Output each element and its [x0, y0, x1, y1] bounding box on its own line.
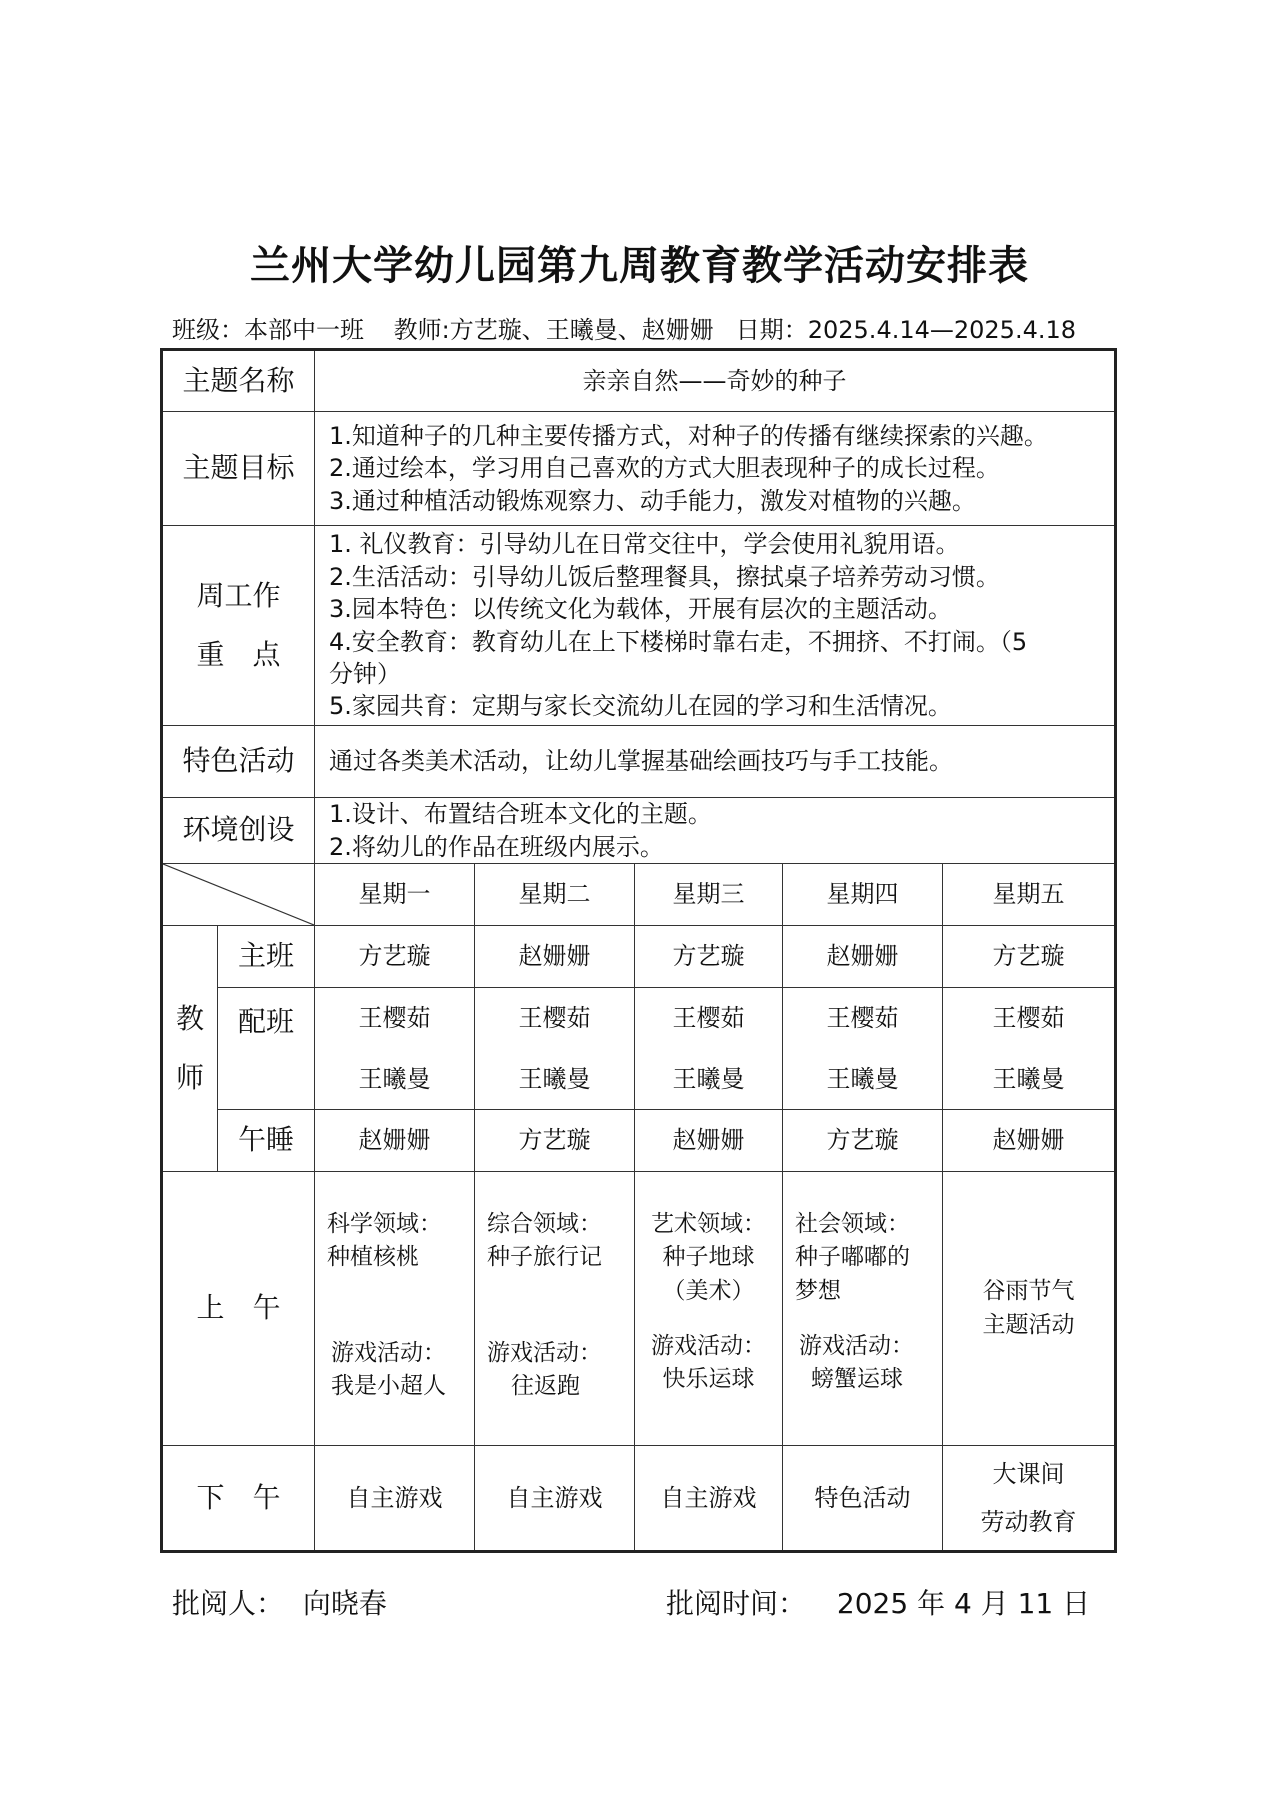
focus-item: 1. 礼仪教育：引导幼儿在日常交往中，学会使用礼貌用语。 — [329, 530, 960, 559]
teachers-label-line1: 教 — [175, 1001, 204, 1035]
day-friday: 星期五 — [943, 864, 1116, 926]
day-monday: 星期一 — [315, 864, 475, 926]
morning-thu-game: 螃蟹运球 — [811, 1366, 904, 1393]
afternoon-fri-line1: 大课间 — [992, 1460, 1065, 1488]
goal-item: 3.通过种植活动锻炼观察力、动手能力，激发对植物的兴趣。 — [329, 486, 976, 515]
main-teacher-mon: 方艺璇 — [315, 926, 475, 988]
focus-label-line1: 周工作 — [196, 578, 281, 612]
teachers-info: 教师:方艺璇、王曦曼、赵姗姗 — [393, 316, 714, 344]
main-teacher-label: 主班 — [218, 926, 315, 988]
afternoon-mon: 自主游戏 — [315, 1446, 475, 1552]
focus-label-line2: 重 点 — [196, 637, 281, 671]
focus-item: 3.园本特色：以传统文化为载体，开展有层次的主题活动。 — [329, 595, 952, 624]
focus-item: 分钟） — [329, 659, 402, 688]
schedule-table — [160, 348, 1117, 1553]
goals-list — [315, 412, 1116, 526]
afternoon-fri-line2: 劳动教育 — [980, 1508, 1077, 1536]
assist-teacher-tue-1: 王樱茹 — [475, 988, 635, 1050]
morning-mon-game: 我是小超人 — [331, 1373, 447, 1400]
date-info: 日期：2025.4.14—2025.4.18 — [735, 316, 1077, 344]
focus-item: 4.安全教育：教育幼儿在上下楼梯时靠右走，不拥挤、不打闹。（5 — [329, 627, 1028, 656]
morning-wed-game-label: 游戏活动： — [651, 1333, 767, 1360]
class-info: 班级：本部中一班 — [172, 316, 364, 344]
nap-teacher-thu: 方艺璇 — [783, 1110, 943, 1172]
nap-teacher-fri: 赵姗姗 — [943, 1110, 1116, 1172]
focus-list — [315, 526, 1116, 726]
afternoon-thu: 特色活动 — [783, 1446, 943, 1552]
main-teacher-tue: 赵姗姗 — [475, 926, 635, 988]
assist-teacher-tue-2: 王曦曼 — [475, 1050, 635, 1110]
morning-fri-line2: 主题活动 — [982, 1311, 1075, 1338]
special-value: 通过各类美术活动，让幼儿掌握基础绘画技巧与手工技能。 — [315, 726, 1116, 798]
review-time-label: 批阅时间： — [666, 1587, 807, 1620]
morning-thu-game-label: 游戏活动： — [799, 1333, 915, 1360]
morning-thu — [783, 1172, 943, 1446]
environment-label: 环境创设 — [162, 798, 315, 864]
theme-value: 亲亲自然——奇妙的种子 — [315, 350, 1116, 412]
morning-mon-game-label: 游戏活动： — [331, 1339, 447, 1366]
nap-teacher-wed: 赵姗姗 — [635, 1110, 783, 1172]
assist-teacher-thu-2: 王曦曼 — [783, 1050, 943, 1110]
day-thursday: 星期四 — [783, 864, 943, 926]
assist-teacher-fri-2: 王曦曼 — [943, 1050, 1116, 1110]
meta-line — [172, 310, 1076, 345]
morning-mon — [315, 1172, 475, 1446]
morning-thu-activity-cont: 梦想 — [795, 1277, 842, 1304]
review-time — [666, 1582, 1090, 1622]
morning-mon-area: 科学领域： — [327, 1211, 443, 1237]
assist-teacher-mon-2: 王曦曼 — [315, 1050, 475, 1110]
focus-label — [162, 526, 315, 726]
diagonal-header-cell — [162, 864, 315, 926]
main-teacher-fri: 方艺璇 — [943, 926, 1116, 988]
nap-teacher-mon: 赵姗姗 — [315, 1110, 475, 1172]
reviewer-name: 向晓春 — [302, 1587, 387, 1620]
morning-tue — [475, 1172, 635, 1446]
teachers-label — [162, 926, 218, 1172]
reviewer-label: 批阅人： — [172, 1587, 285, 1620]
environment-item: 1.设计、布置结合班本文化的主题。 — [329, 800, 712, 829]
morning-wed-activity: 种子地球 — [662, 1244, 755, 1271]
goals-label: 主题目标 — [162, 412, 315, 526]
main-teacher-thu: 赵姗姗 — [783, 926, 943, 988]
morning-wed-area: 艺术领域： — [651, 1211, 767, 1237]
nap-teacher-tue: 方艺璇 — [475, 1110, 635, 1172]
day-wednesday: 星期三 — [635, 864, 783, 926]
special-label: 特色活动 — [162, 726, 315, 798]
morning-fri — [943, 1172, 1116, 1446]
morning-wed — [635, 1172, 783, 1446]
assist-teacher-fri-1: 王樱茹 — [943, 988, 1116, 1050]
diagonal-line — [163, 864, 314, 925]
teachers-label-line2: 师 — [175, 1060, 204, 1094]
afternoon-label: 下 午 — [162, 1446, 315, 1552]
afternoon-wed: 自主游戏 — [635, 1446, 783, 1552]
afternoon-tue: 自主游戏 — [475, 1446, 635, 1552]
nap-teacher-label: 午睡 — [218, 1110, 315, 1172]
morning-fri-line1: 谷雨节气 — [982, 1278, 1075, 1305]
morning-mon-activity: 种植核桃 — [327, 1244, 420, 1271]
morning-thu-activity: 种子嘟嘟的 — [795, 1244, 911, 1271]
focus-item: 5.家园共育：定期与家长交流幼儿在园的学习和生活情况。 — [329, 692, 952, 721]
morning-thu-area: 社会领域： — [795, 1211, 911, 1237]
theme-label: 主题名称 — [162, 350, 315, 412]
morning-wed-activity-note: （美术） — [662, 1277, 755, 1304]
morning-tue-game-label: 游戏活动： — [487, 1339, 603, 1366]
morning-tue-game: 往返跑 — [511, 1373, 581, 1400]
assist-teacher-wed-1: 王樱茹 — [635, 988, 783, 1050]
morning-tue-area: 综合领域： — [487, 1211, 603, 1237]
assist-teacher-mon-1: 王樱茹 — [315, 988, 475, 1050]
assist-teacher-thu-1: 王樱茹 — [783, 988, 943, 1050]
reviewer — [172, 1582, 387, 1622]
environment-item: 2.将幼儿的作品在班级内展示。 — [329, 832, 664, 861]
goal-item: 1.知道种子的几种主要传播方式，对种子的传播有继续探索的兴趣。 — [329, 421, 1048, 450]
day-tuesday: 星期二 — [475, 864, 635, 926]
goal-item: 2.通过绘本，学习用自己喜欢的方式大胆表现种子的成长过程。 — [329, 454, 1000, 483]
morning-tue-activity: 种子旅行记 — [487, 1244, 603, 1271]
assist-teacher-wed-2: 王曦曼 — [635, 1050, 783, 1110]
page-title: 兰州大学幼儿园第九周教育教学活动安排表 — [250, 243, 1029, 289]
afternoon-fri — [943, 1446, 1116, 1552]
main-teacher-wed: 方艺璇 — [635, 926, 783, 988]
morning-label: 上 午 — [162, 1172, 315, 1446]
environment-list — [315, 798, 1116, 864]
focus-item: 2.生活活动：引导幼儿饭后整理餐具，擦拭桌子培养劳动习惯。 — [329, 562, 1000, 591]
assist-teacher-label: 配班 — [218, 988, 315, 1110]
review-time-value: 2025 年 4 月 11 日 — [836, 1587, 1091, 1620]
morning-wed-game: 快乐运球 — [662, 1366, 755, 1393]
